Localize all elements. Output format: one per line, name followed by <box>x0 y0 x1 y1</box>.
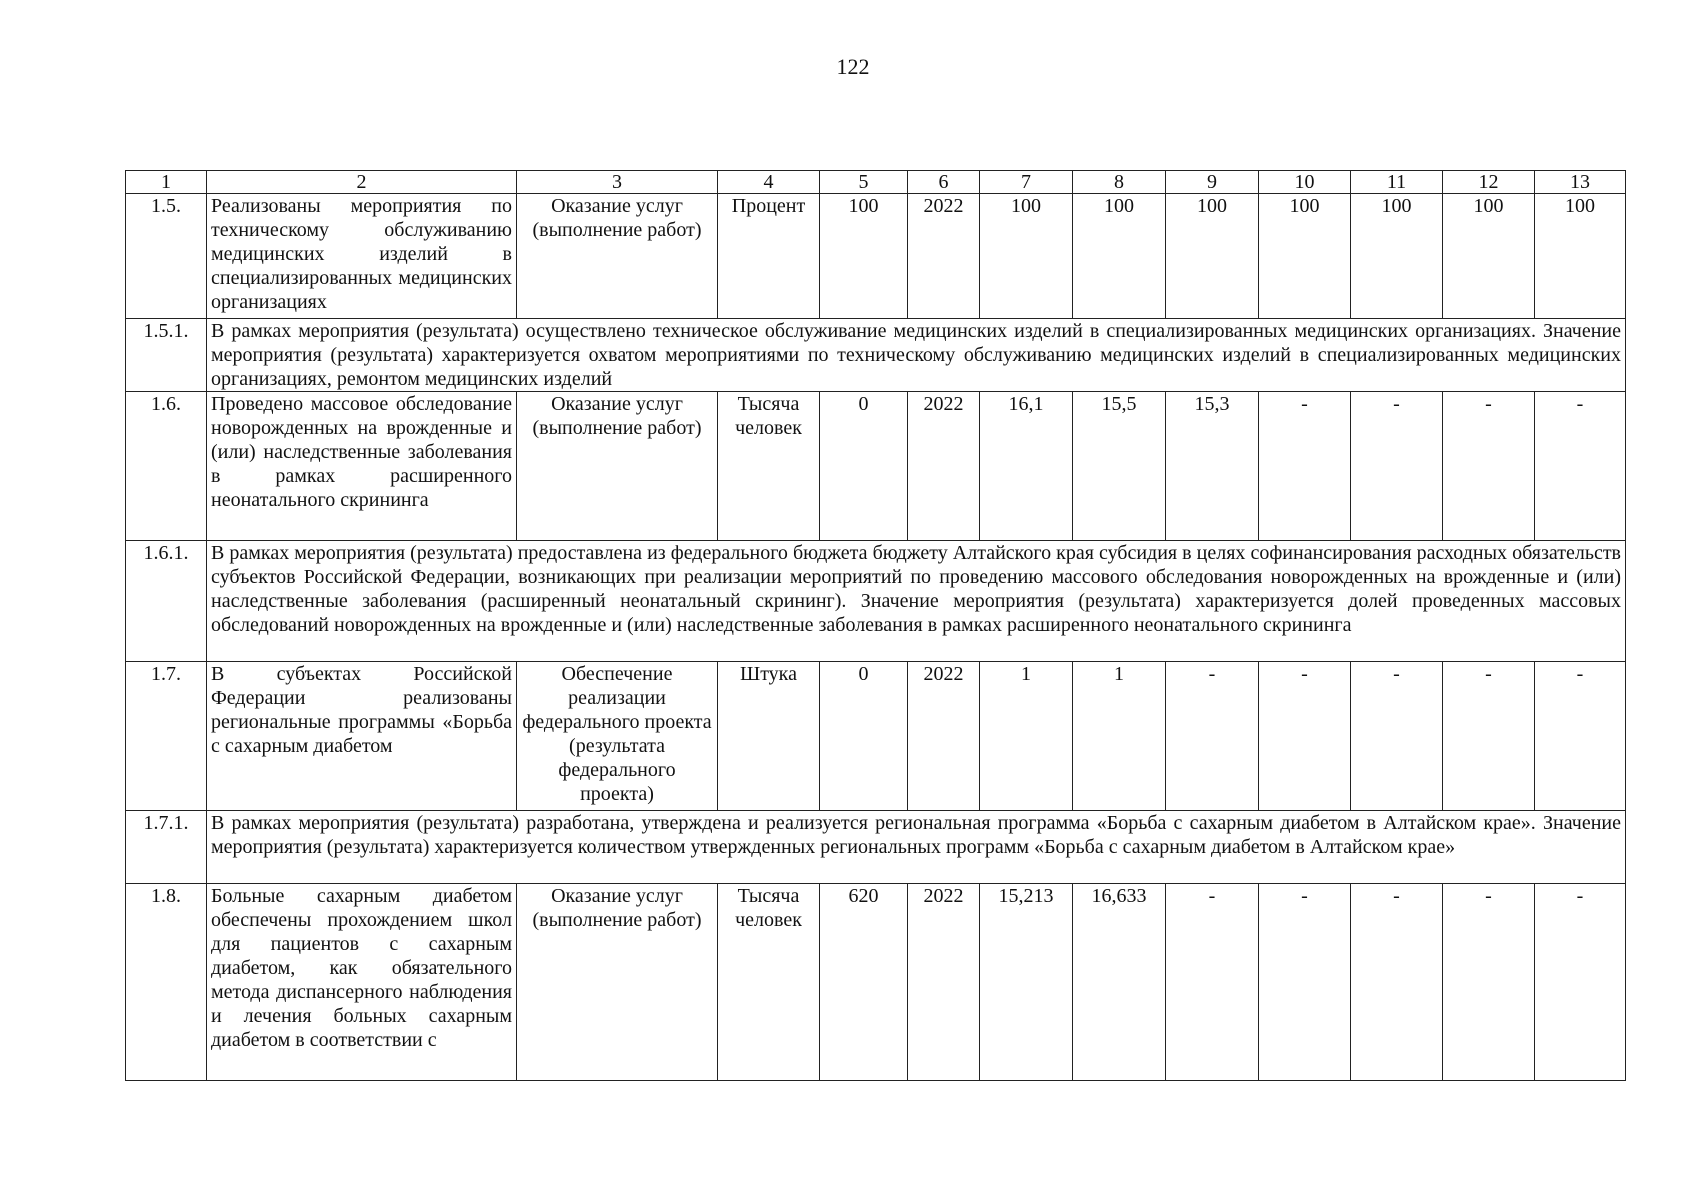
base-value: 0 <box>820 392 908 541</box>
base-year: 2022 <box>908 194 980 319</box>
page-number: 122 <box>836 54 870 79</box>
value-cell: - <box>1351 662 1443 811</box>
base-value: 620 <box>820 884 908 1081</box>
description-row <box>126 811 1626 884</box>
header-cell: 4 <box>718 171 820 194</box>
value-cell: - <box>1166 884 1259 1081</box>
header-cell: 6 <box>908 171 980 194</box>
value-cell: 16,633 <box>1073 884 1166 1081</box>
table-row <box>126 662 1626 811</box>
unit: Тысяча человек <box>718 392 820 541</box>
result-name: Больные сахарным диабетом обеспечены прохождением школ для пациентов с сахарным диабетом, как обязательного метода диспансерного наблюдения и лечения больных сахарным диабетом в соответствии с <box>207 884 517 1081</box>
value-cell: 15,5 <box>1073 392 1166 541</box>
base-value: 0 <box>820 662 908 811</box>
header-cell: 10 <box>1259 171 1351 194</box>
value-cell: 15,3 <box>1166 392 1259 541</box>
value-cell: 1 <box>980 662 1073 811</box>
header-cell: 7 <box>980 171 1073 194</box>
base-value: 100 <box>820 194 908 319</box>
header-cell: 12 <box>1443 171 1535 194</box>
row-number: 1.5. <box>126 194 207 319</box>
result-name: Проведено массовое обследование новорожденных на врожденные и (или) наследственные заболевания в рамках расширенного неонатального скрининга <box>207 392 517 541</box>
description-text: В рамках мероприятия (результата) предоставлена из федерального бюджета бюджету Алтайского края субсидия в целях софинансирования расходных обязательств субъектов Российской Федерации, возникающих при реализации мероприятий по проведению массового обследования новорожденных на врожденные и (или) наследственные заболевания (расширенный неонатальный скрининг). Значение мероприятия (результата) характеризуется долей проведенных массовых обследований новорожденных на врожденные и (или) наследственные заболевания в рамках расширенного неонатального скрининга <box>207 541 1626 662</box>
header-row <box>126 171 1626 194</box>
value-cell: - <box>1351 884 1443 1081</box>
description-text: В рамках мероприятия (результата) разработана, утверждена и реализуется региональная программа «Борьба с сахарным диабетом в Алтайском крае». Значение мероприятия (результата) характеризуется количеством утвержденных региональных программ «Борьба с сахарным диабетом в Алтайском крае» <box>207 811 1626 884</box>
header-cell: 13 <box>1535 171 1626 194</box>
row-number: 1.7. <box>126 662 207 811</box>
header-cell: 5 <box>820 171 908 194</box>
unit: Процент <box>718 194 820 319</box>
result-type: Оказание услуг (выполнение работ) <box>517 392 718 541</box>
value-cell: - <box>1259 392 1351 541</box>
result-type: Оказание услуг (выполнение работ) <box>517 194 718 319</box>
value-cell: - <box>1443 662 1535 811</box>
value-cell: - <box>1259 884 1351 1081</box>
base-year: 2022 <box>908 392 980 541</box>
row-number: 1.5.1. <box>126 319 207 392</box>
header-cell: 9 <box>1166 171 1259 194</box>
description-text: В рамках мероприятия (результата) осуществлено техническое обслуживание медицинских изделий в специализированных медицинских организациях. Значение мероприятия (результата) характеризуется охватом мероприятиями по техническому обслуживанию медицинских изделий в специализированных медицинских организациях, ремонтом медицинских изделий <box>207 319 1626 392</box>
value-cell: 1 <box>1073 662 1166 811</box>
value-cell: 100 <box>1351 194 1443 319</box>
unit: Штука <box>718 662 820 811</box>
result-name: В субъектах Российской Федерации реализованы региональные программы «Борьба с сахарным диабетом <box>207 662 517 811</box>
header-cell: 3 <box>517 171 718 194</box>
result-name: Реализованы мероприятия по техническому обслуживанию медицинских изделий в специализированных медицинских организациях <box>207 194 517 319</box>
value-cell: 100 <box>1535 194 1626 319</box>
value-cell: - <box>1535 884 1626 1081</box>
table-row <box>126 392 1626 541</box>
value-cell: 100 <box>1073 194 1166 319</box>
description-row <box>126 541 1626 662</box>
row-number: 1.6.1. <box>126 541 207 662</box>
value-cell: - <box>1443 884 1535 1081</box>
value-cell: 100 <box>1259 194 1351 319</box>
value-cell: - <box>1535 392 1626 541</box>
header-cell: 8 <box>1073 171 1166 194</box>
table-row <box>126 194 1626 319</box>
value-cell: - <box>1259 662 1351 811</box>
row-number: 1.8. <box>126 884 207 1081</box>
base-year: 2022 <box>908 884 980 1081</box>
value-cell: 16,1 <box>980 392 1073 541</box>
row-number: 1.6. <box>126 392 207 541</box>
row-number: 1.7.1. <box>126 811 207 884</box>
value-cell: 100 <box>1166 194 1259 319</box>
value-cell: 100 <box>1443 194 1535 319</box>
unit: Тысяча человек <box>718 884 820 1081</box>
value-cell: - <box>1166 662 1259 811</box>
value-cell: - <box>1535 662 1626 811</box>
result-type: Обеспечение реализации федерального проекта (результата федерального проекта) <box>517 662 718 811</box>
description-row <box>126 319 1626 392</box>
value-cell: - <box>1443 392 1535 541</box>
value-cell: 100 <box>980 194 1073 319</box>
header-cell: 1 <box>126 171 207 194</box>
table-row <box>126 884 1626 1081</box>
base-year: 2022 <box>908 662 980 811</box>
value-cell: 15,213 <box>980 884 1073 1081</box>
header-cell: 11 <box>1351 171 1443 194</box>
value-cell: - <box>1351 392 1443 541</box>
indicators-table <box>125 170 1626 1081</box>
header-cell: 2 <box>207 171 517 194</box>
result-type: Оказание услуг (выполнение работ) <box>517 884 718 1081</box>
